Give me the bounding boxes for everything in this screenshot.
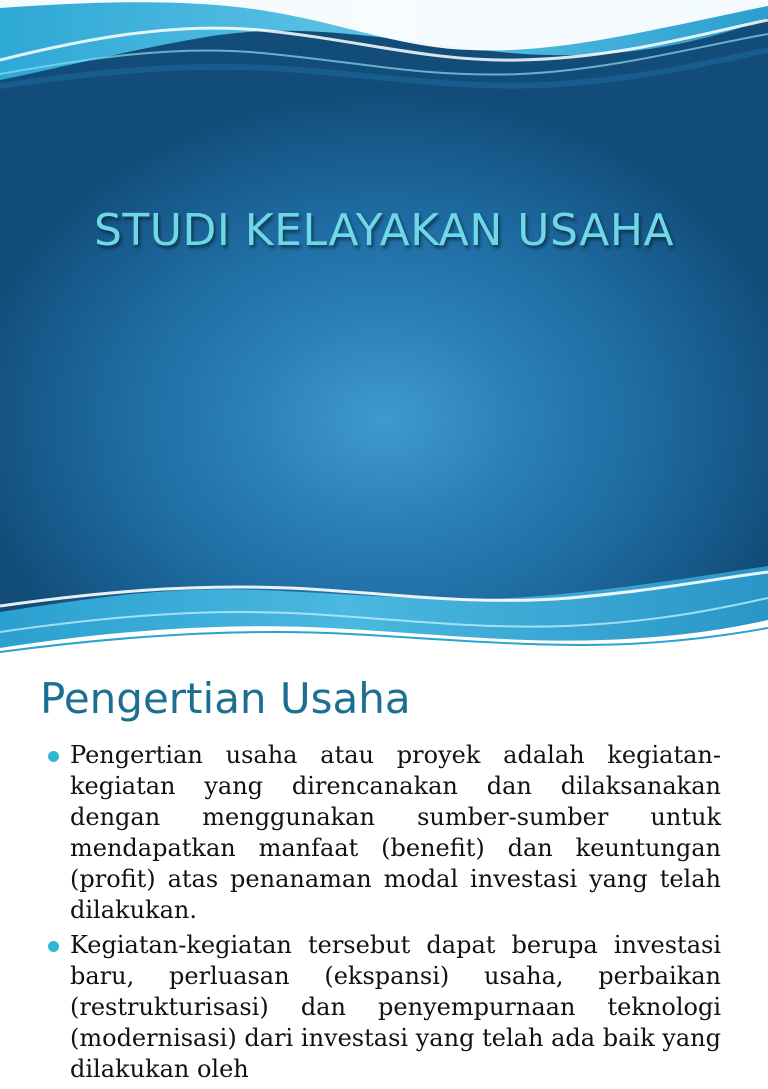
bullet-list xyxy=(0,740,768,1089)
slide-title: STUDI KELAYAKAN USAHA xyxy=(93,205,675,256)
bullet-item xyxy=(70,930,721,1085)
content-slide xyxy=(0,660,768,1083)
bullet-dot-icon xyxy=(48,941,59,952)
bullet-text: Pengertian usaha atau proyek adalah kegiatan-kegiatan yang direncanakan dan dilaksanakan dengan menggunakan sumber-sumber untuk mendapatkan manfaat (benefit) dan keuntungan (profit) atas penanaman modal investasi yang telah dilakukan. xyxy=(70,741,721,924)
content-heading: Pengertian Usaha xyxy=(40,674,411,723)
bullet-item xyxy=(70,740,721,926)
bullet-dot-icon xyxy=(48,751,59,762)
bullet-text: Kegiatan-kegiatan tersebut dapat berupa investasi baru, perluasan (ekspansi) usaha, perbaikan (restrukturisasi) dan penyempurnaan teknologi (modernisasi) dari investasi yang telah ada baik yang dilakukan oleh xyxy=(70,931,721,1083)
